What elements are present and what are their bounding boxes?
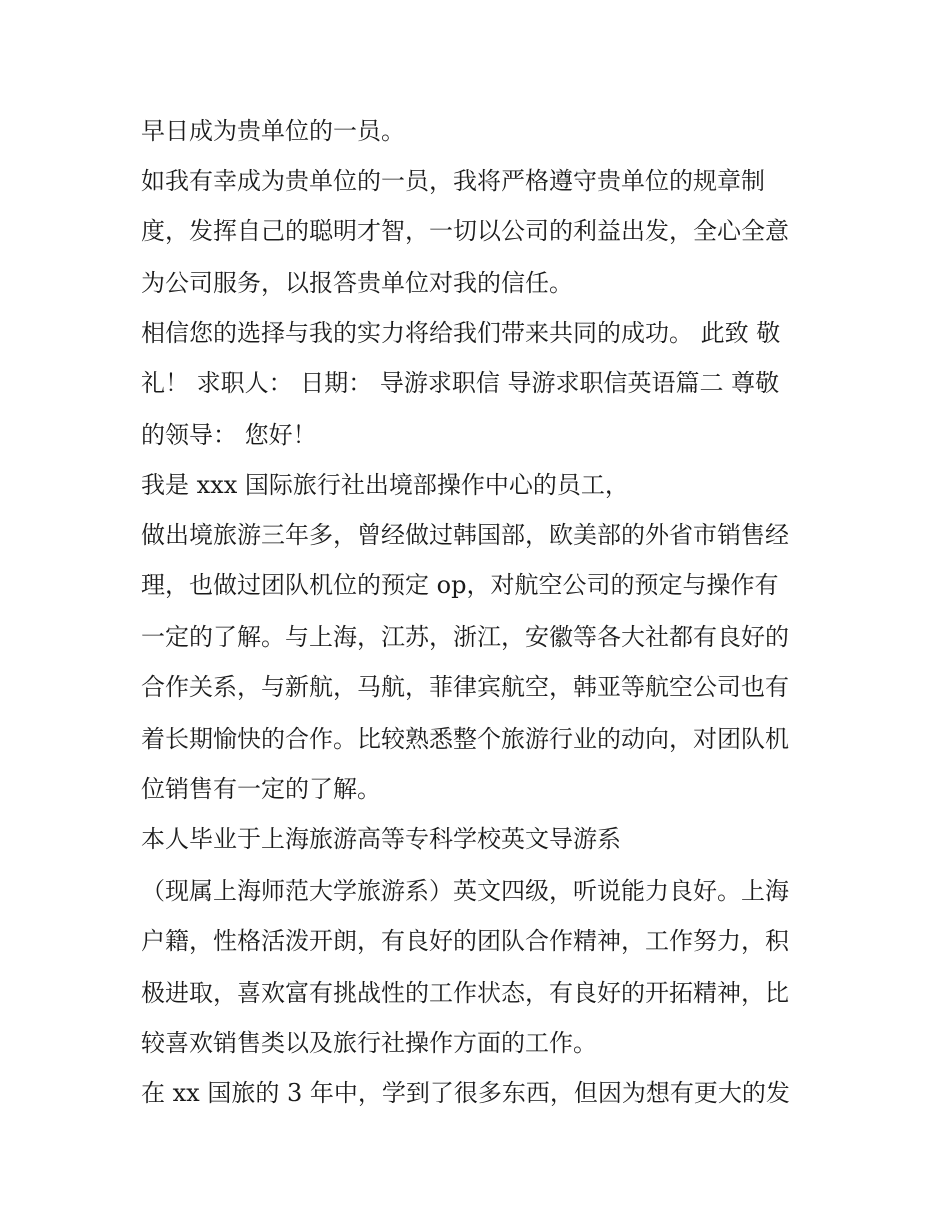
text-line: 较喜欢销售类以及旅行社操作方面的工作。 — [141, 1029, 597, 1057]
text-line: 度，发挥自己的聪明才智，一切以公司的利益出发，全心全意 — [141, 217, 789, 245]
text-line: 相信您的选择与我的实力将给我们带来共同的成功。 此致 敬 — [141, 319, 781, 347]
text-line: 合作关系，与新航，马航，菲律宾航空，韩亚等航空公司也有 — [141, 673, 789, 701]
text-line: 做出境旅游三年多，曾经做过韩国部，欧美部的外省市销售经 — [141, 521, 789, 549]
text-line: 户籍，性格活泼开朗，有良好的团队合作精神，工作努力，积 — [141, 927, 789, 955]
text-line: 着长期愉快的合作。比较熟悉整个旅游行业的动向，对团队机 — [141, 725, 789, 753]
text-line: 本人毕业于上海旅游高等专科学校英文导游系 — [141, 825, 621, 853]
text-line: 礼！ 求职人： 日期： 导游求职信 导游求职信英语篇二 尊敬 — [141, 369, 780, 397]
text-line: 在 xx 国旅的 3 年中，学到了很多东西，但因为想有更大的发 — [141, 1079, 790, 1107]
text-line: 位销售有一定的了解。 — [141, 775, 381, 803]
text-line: 为公司服务，以报答贵单位对我的信任。 — [141, 269, 573, 297]
text-line: 我是 xxx 国际旅行社出境部操作中心的员工， — [141, 471, 629, 499]
text-line: 理，也做过团队机位的预定 op，对航空公司的预定与操作有 — [141, 571, 779, 599]
text-line: （现属上海师范大学旅游系）英文四级，听说能力良好。上海 — [141, 877, 789, 905]
text-line: 的领导： 您好！ — [141, 421, 317, 449]
text-line: 早日成为贵单位的一员。 — [141, 117, 405, 145]
text-line: 如我有幸成为贵单位的一员，我将严格遵守贵单位的规章制 — [141, 167, 765, 195]
text-line: 一定的了解。与上海，江苏，浙江，安徽等各大社都有良好的 — [141, 623, 789, 651]
text-line: 极进取，喜欢富有挑战性的工作状态，有良好的开拓精神，比 — [141, 979, 789, 1007]
